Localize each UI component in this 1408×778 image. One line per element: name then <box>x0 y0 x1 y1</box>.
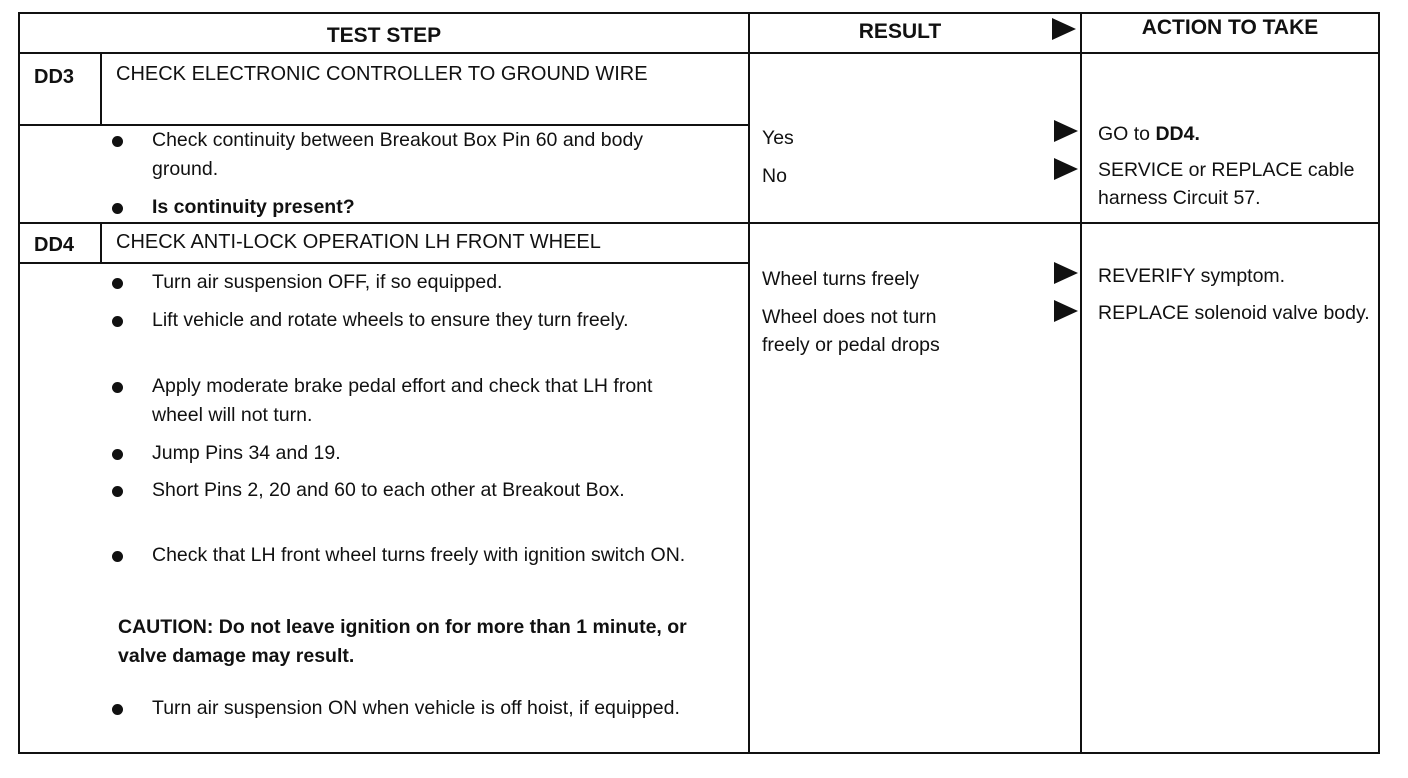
bullet-icon <box>112 382 123 393</box>
result-wheel-not-turn: Wheel does not turn freely or pedal drops <box>762 306 940 356</box>
bullet-text: Turn air suspension OFF, if so equipped. <box>152 271 503 293</box>
result-no: No <box>762 165 787 187</box>
step-id-dd3: DD3 <box>34 66 75 88</box>
action-replace-valve: REPLACE solenoid valve body. <box>1098 302 1370 324</box>
bullet-text: Jump Pins 34 and 19. <box>152 442 341 464</box>
result-yes: Yes <box>762 127 794 149</box>
bullet-icon <box>112 704 123 715</box>
step-title-dd4: CHECK ANTI-LOCK OPERATION LH FRONT WHEEL <box>116 231 601 253</box>
action-go-dd4 <box>1098 120 1388 148</box>
header-test-step: TEST STEP <box>326 24 442 47</box>
bullet-text: Turn air suspension ON when vehicle is off hoist, if equipped. <box>152 697 680 719</box>
result-arrow-icon <box>1054 120 1078 142</box>
bullet-icon <box>112 136 123 147</box>
header-action: ACTION TO TAKE <box>1141 16 1319 39</box>
result-wheel-turns: Wheel turns freely <box>762 268 920 290</box>
header-result: RESULT <box>858 20 942 43</box>
bullet-text: Lift vehicle and rotate wheels to ensure they turn freely. <box>152 309 629 331</box>
action-service-replace: SERVICE or REPLACE cable harness Circuit 57. <box>1098 159 1355 209</box>
result-arrow-icon <box>1054 262 1078 284</box>
bullet-icon <box>112 203 123 214</box>
header-arrow-icon <box>1052 18 1076 40</box>
step-title-dd3: CHECK ELECTRONIC CONTROLLER TO GROUND WIRE <box>116 63 648 85</box>
bullet-text: Apply moderate brake pedal effort and check that LH front wheel will not turn. <box>152 375 653 426</box>
caution-note: CAUTION: Do not leave ignition on for more than 1 minute, or valve damage may result. <box>118 616 687 667</box>
bullet-icon <box>112 449 123 460</box>
action-reverify: REVERIFY symptom. <box>1098 265 1286 287</box>
result-arrow-icon <box>1054 158 1078 180</box>
bullet-icon <box>112 486 123 497</box>
bullet-icon <box>112 278 123 289</box>
bullet-icon <box>112 551 123 562</box>
result-arrow-icon <box>1054 300 1078 322</box>
bullet-text: Is continuity present? <box>152 196 355 218</box>
bullet-icon <box>112 316 123 327</box>
action-prefix: GO to <box>1098 123 1156 145</box>
bullet-text: Check that LH front wheel turns freely with ignition switch ON. <box>152 544 686 566</box>
bullet-text: Short Pins 2, 20 and 60 to each other at Breakout Box. <box>152 479 625 501</box>
bullet-text: Check continuity between Breakout Box Pin 60 and body ground. <box>152 129 644 180</box>
action-step-ref: DD4. <box>1155 123 1200 145</box>
step-id-dd4: DD4 <box>34 234 75 256</box>
